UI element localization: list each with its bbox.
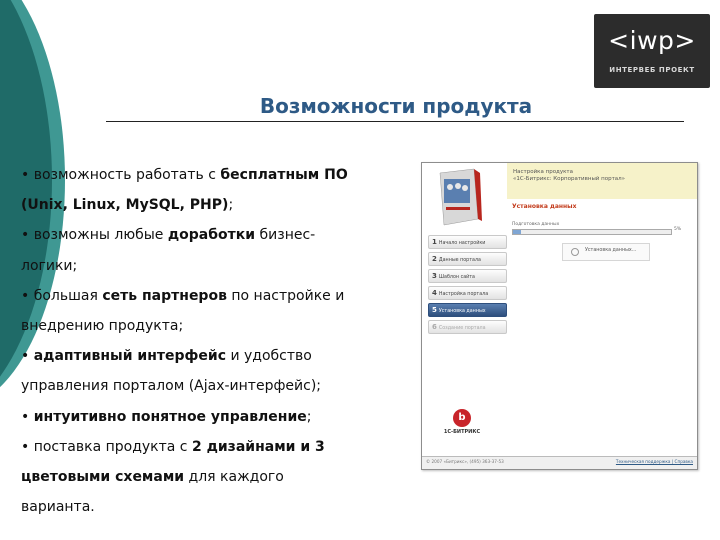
product-box-image: [434, 167, 484, 227]
feature-bold-text: сеть партнеров: [102, 287, 227, 304]
feature-bold-text: (Unix, Linux, MySQL, PHP): [21, 197, 229, 214]
feature-bold-text: доработки: [167, 227, 256, 244]
bitrix-brand: 1С-БИТРИКС: [443, 429, 481, 435]
screenshot-nav-step[interactable]: [428, 320, 507, 334]
screenshot-nav-step-label: Установка данных: [438, 309, 486, 314]
feature-line: [21, 251, 396, 281]
screenshot-nav-step-number: 3: [432, 272, 437, 280]
feature-line: [21, 492, 396, 522]
feature-line: [21, 281, 396, 311]
feature-lead-text: •: [21, 408, 34, 425]
feature-lead-text: управления порталом (Ajax-интерфейс);: [21, 378, 322, 395]
logo-mark: <iwp>: [608, 26, 696, 55]
feature-line: [21, 402, 396, 432]
title-underline: [106, 121, 684, 122]
feature-tail-text: ;: [228, 197, 234, 214]
screenshot-nav-step[interactable]: [428, 252, 507, 266]
screenshot-nav-step-number: 5: [432, 306, 437, 314]
screenshot-nav-step-label: Начало настройки: [438, 241, 486, 246]
logo-caption: ИНТЕРВЕБ ПРОЕКТ: [609, 66, 695, 74]
screenshot-step-nav: [428, 235, 507, 337]
feature-lead-text: • поставка продукта с: [21, 438, 192, 455]
bitrix-logo: [434, 409, 490, 435]
feature-line: [21, 432, 396, 462]
screenshot-support-links: Техническая поддержка | Справка: [615, 459, 693, 464]
company-logo: [594, 14, 710, 88]
feature-bold-text: 2 дизайнами и 3: [191, 438, 325, 455]
feature-lead-text: логики;: [21, 257, 78, 274]
screenshot-nav-step-number: 1: [432, 238, 437, 246]
screenshot-status-text: Установка данных...: [585, 248, 637, 253]
screenshot-footer: [422, 456, 697, 469]
screenshot-nav-step-label: Создание портала: [438, 326, 486, 331]
feature-tail-text: для каждого: [184, 469, 284, 486]
feature-bold-text: цветовыми схемами: [21, 469, 185, 486]
screenshot-header: [507, 163, 697, 199]
feature-line: [21, 462, 396, 492]
product-screenshot: [421, 162, 698, 470]
screenshot-header-line1: Настройка продукта: [513, 169, 574, 175]
feature-lead-text: • возможны любые: [21, 227, 168, 244]
feature-lead-text: внедрению продукта;: [21, 318, 184, 335]
screenshot-nav-step-number: 2: [432, 255, 437, 263]
screenshot-nav-step-label: Данные портала: [438, 258, 481, 263]
bitrix-logo-icon: b: [453, 409, 471, 427]
screenshot-nav-step[interactable]: [428, 269, 507, 283]
screenshot-step-title: Установка данных: [512, 203, 577, 210]
feature-line: [21, 220, 396, 250]
screenshot-copyright: © 2007 «Битрикс», (495) 363-37-53: [426, 459, 504, 464]
screenshot-nav-step[interactable]: [428, 303, 507, 317]
feature-tail-text: бизнес-: [255, 227, 316, 244]
screenshot-header-line2: «1С-Битрикс: Корпоративный портал»: [513, 176, 626, 182]
feature-tail-text: ;: [306, 408, 312, 425]
slide-title: Возможности продукта: [259, 94, 533, 118]
feature-tail-text: и удобство: [226, 348, 312, 365]
feature-bold-text: бесплатным ПО: [220, 167, 348, 183]
screenshot-progress-bar: [512, 229, 672, 235]
screenshot-status-box: [562, 243, 650, 261]
feature-bold-text: интуитивно понятное управление: [33, 408, 307, 425]
screenshot-progress-percent: 5%: [674, 227, 682, 232]
screenshot-progress-fill: [513, 230, 521, 234]
feature-line: [21, 311, 396, 341]
feature-line: [21, 341, 396, 371]
feature-bold-text: адаптивный интерфейс: [33, 348, 226, 365]
spinner-icon: [571, 248, 579, 256]
feature-lead-text: варианта.: [21, 499, 95, 516]
feature-lead-text: •: [21, 348, 34, 365]
screenshot-nav-step-label: Шаблон сайта: [438, 275, 475, 280]
screenshot-progress-label: Подготовка данных: [512, 222, 560, 227]
screenshot-nav-step[interactable]: [428, 235, 507, 249]
feature-line: [21, 160, 396, 190]
feature-tail-text: по настройке и: [226, 287, 345, 304]
feature-lead-text: • возможность работать с: [21, 167, 221, 183]
screenshot-nav-step-number: 6: [432, 323, 437, 331]
feature-list: [21, 160, 396, 522]
feature-lead-text: • большая: [21, 287, 103, 304]
feature-line: [21, 371, 396, 401]
screenshot-nav-step-number: 4: [432, 289, 437, 297]
screenshot-nav-step[interactable]: [428, 286, 507, 300]
feature-line: [21, 190, 396, 220]
screenshot-nav-step-label: Настройка портала: [438, 292, 489, 297]
